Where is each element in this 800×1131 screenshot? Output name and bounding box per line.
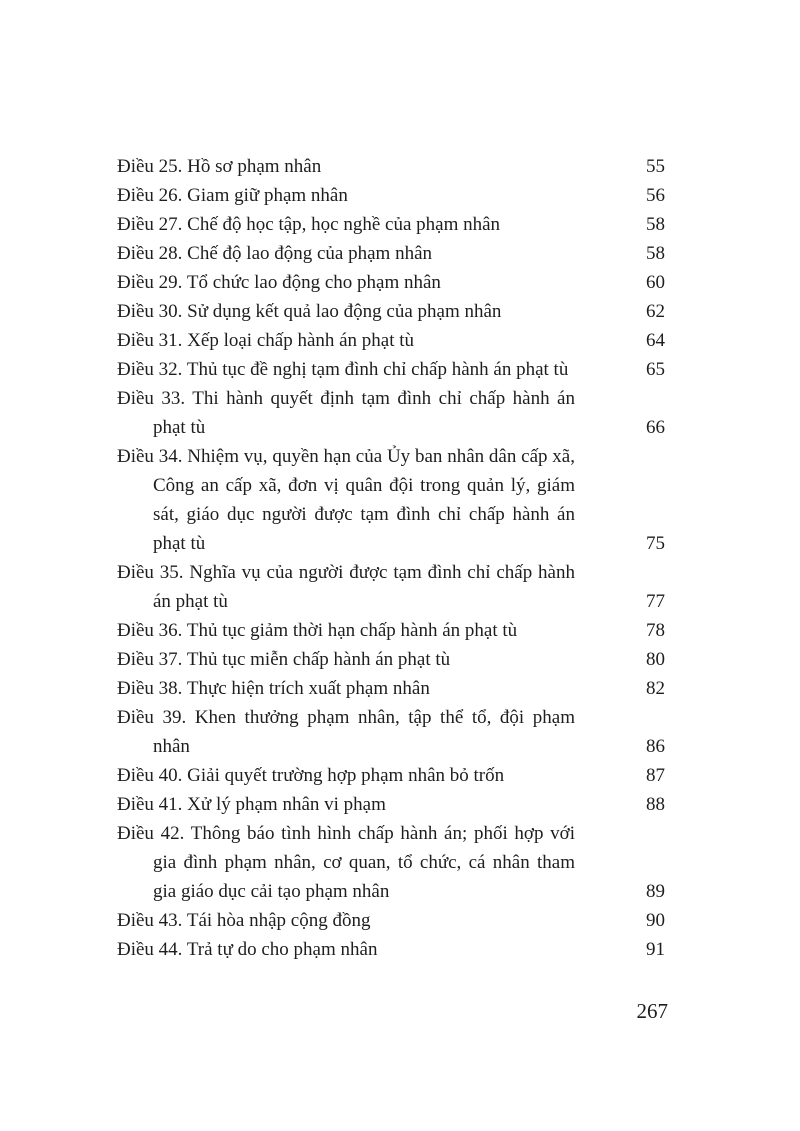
- toc-entry-page: 77: [646, 591, 665, 612]
- toc-entry-label: Điều 39. Khen thưởng phạm nhân, tập thể tổ, đội phạm nhân: [117, 707, 575, 757]
- toc-entry-page: 88: [646, 794, 665, 815]
- toc-entry-page: 75: [646, 533, 665, 554]
- toc-entry: [117, 210, 665, 239]
- toc-entry-page: 80: [646, 649, 665, 670]
- toc-entry-page: 55: [646, 156, 665, 177]
- toc-entry: [117, 384, 665, 442]
- toc-entry-page: 86: [646, 736, 665, 757]
- toc-entry-label: Điều 43. Tái hòa nhập cộng đồng: [117, 910, 371, 931]
- toc-entry-page: 90: [646, 910, 665, 931]
- toc-entry-page: 56: [646, 185, 665, 206]
- page-number: 267: [636, 999, 668, 1023]
- toc-entry: [117, 442, 665, 558]
- toc-entry-page: 91: [646, 939, 665, 960]
- toc-entry-label: Điều 42. Thông báo tình hình chấp hành án; phối hợp với gia đình phạm nhân, cơ quan, tổ chức, cá nhân tham gia giáo dục cải tạo phạm nhân: [117, 823, 575, 902]
- toc-entry-label: Điều 32. Thủ tục đề nghị tạm đình chỉ chấp hành án phạt tù: [117, 359, 569, 380]
- toc-entry-page: 89: [646, 881, 665, 902]
- toc-entry: [117, 790, 665, 819]
- toc-entry-label: Điều 34. Nhiệm vụ, quyền hạn của Ủy ban nhân dân cấp xã, Công an cấp xã, đơn vị quân đội trong quản lý, giám sát, giáo dục người được tạm đình chỉ chấp hành án phạt tù: [117, 446, 575, 554]
- toc-entry-label: Điều 27. Chế độ học tập, học nghề của phạm nhân: [117, 214, 501, 235]
- toc-entry-page: 58: [646, 214, 665, 235]
- toc-entry: [117, 819, 665, 906]
- toc-entry-page: 87: [646, 765, 665, 786]
- toc-entry: [117, 645, 665, 674]
- toc-entry-label: Điều 41. Xử lý phạm nhân vi phạm: [117, 794, 386, 815]
- toc-entry-page: 60: [646, 272, 665, 293]
- toc-entry-page: 65: [646, 359, 665, 380]
- toc-entry: [117, 239, 665, 268]
- toc-entry: [117, 674, 665, 703]
- toc-entry-label: Điều 37. Thủ tục miễn chấp hành án phạt tù: [117, 649, 451, 670]
- toc-entry-page: 62: [646, 301, 665, 322]
- toc-entry: [117, 268, 665, 297]
- toc-entry-page: 78: [646, 620, 665, 641]
- toc-entry: [117, 761, 665, 790]
- toc-entry-label: Điều 26. Giam giữ phạm nhân: [117, 185, 348, 206]
- toc-entry-page: 58: [646, 243, 665, 264]
- toc-entry-label: Điều 36. Thủ tục giảm thời hạn chấp hành án phạt tù: [117, 620, 518, 641]
- toc-entry-label: Điều 40. Giải quyết trường hợp phạm nhân bỏ trốn: [117, 765, 505, 786]
- toc-entry: [117, 181, 665, 210]
- toc-entry-page: 82: [646, 678, 665, 699]
- toc-entry: [117, 935, 665, 964]
- toc-entry-page: 66: [646, 417, 665, 438]
- toc-entry-label: Điều 35. Nghĩa vụ của người được tạm đình chỉ chấp hành án phạt tù: [117, 562, 575, 612]
- toc-entry-label: Điều 44. Trả tự do cho phạm nhân: [117, 939, 378, 960]
- toc-entry: [117, 326, 665, 355]
- toc-entry-label: Điều 33. Thi hành quyết định tạm đình chỉ chấp hành án phạt tù: [117, 388, 575, 438]
- toc-entry-label: Điều 31. Xếp loại chấp hành án phạt tù: [117, 330, 415, 351]
- toc-entry-label: Điều 25. Hồ sơ phạm nhân: [117, 156, 322, 177]
- toc-entry-label: Điều 30. Sử dụng kết quả lao động của phạm nhân: [117, 301, 502, 322]
- toc-entry-label: Điều 28. Chế độ lao động của phạm nhân: [117, 243, 433, 264]
- toc-entry: [117, 558, 665, 616]
- toc-entry: [117, 355, 665, 384]
- toc-entry: [117, 616, 665, 645]
- toc-entry-label: Điều 29. Tổ chức lao động cho phạm nhân: [117, 272, 441, 293]
- toc-entry: [117, 906, 665, 935]
- table-of-contents: [117, 152, 665, 964]
- toc-entry: [117, 297, 665, 326]
- toc-entry: [117, 152, 665, 181]
- toc-entry-page: 64: [646, 330, 665, 351]
- toc-entry: [117, 703, 665, 761]
- toc-entry-label: Điều 38. Thực hiện trích xuất phạm nhân: [117, 678, 430, 699]
